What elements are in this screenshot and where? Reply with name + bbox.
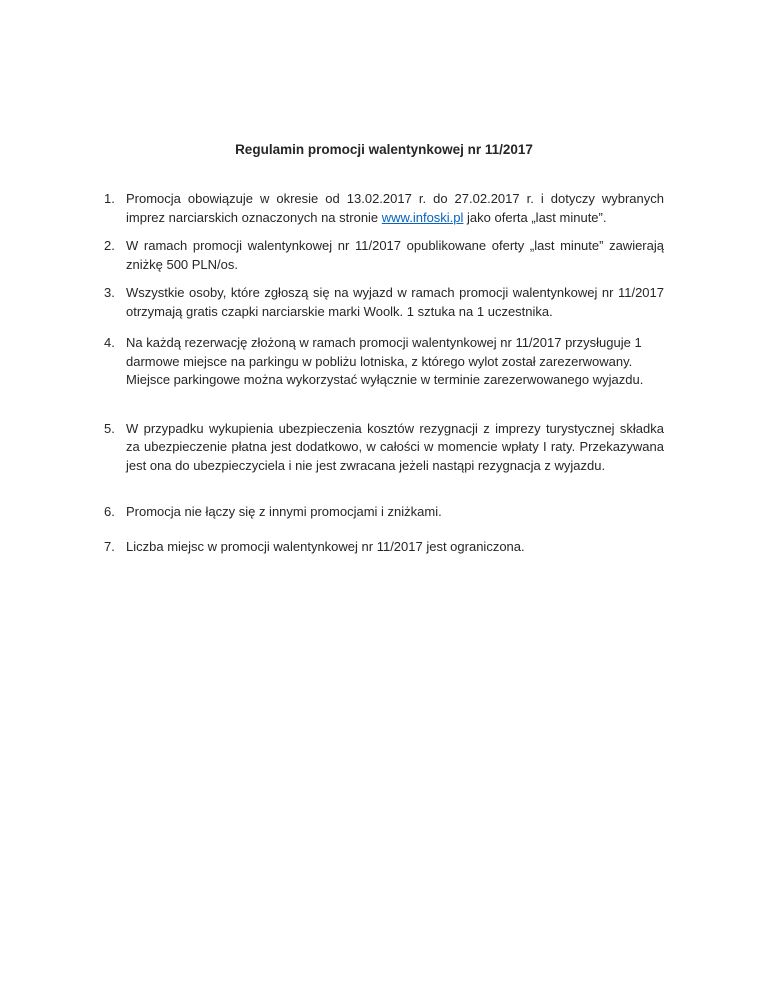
list-item-number: 2. xyxy=(104,238,115,253)
list-item-3 xyxy=(104,284,664,321)
regulations-list xyxy=(104,190,664,556)
document-title: Regulamin promocji walentynkowej nr 11/2017 xyxy=(235,142,533,157)
list-item-number: 5. xyxy=(104,420,115,436)
infoski-link[interactable]: www.infoski.pl xyxy=(381,209,464,225)
list-item-6 xyxy=(104,503,664,522)
list-item-text: Promocja nie łączy się z innymi promocjami i zniżkami. xyxy=(126,504,442,519)
list-item-text: Wszystkie osoby, które zgłoszą się na wyjazd w ramach promocji walentynkowej nr 11/2017 otrzymają gratis czapki narciarskie marki Woolk. 1 sztuka na 1 uczestnika. xyxy=(126,285,664,319)
list-item-number: 7. xyxy=(104,538,115,554)
list-item-text: Liczba miejsc w promocji walentynkowej nr 11/2017 jest ograniczona. xyxy=(126,538,525,554)
list-item-text-segment: jako oferta „last minute”. xyxy=(463,209,607,225)
list-item-text: Na każdą rezerwację złożoną w ramach promocji walentynkowej nr 11/2017 przysługuje 1 darmowe miejsce na parkingu w pobliżu lotniska, z którego wylot został zarezerwowany. Miejsce parkingowe można wykorzystać wyłącznie w terminie zarezerwowanego wyjazdu. xyxy=(126,335,644,387)
list-item-text xyxy=(126,190,664,227)
list-item-text: W ramach promocji walentynkowej nr 11/2017 opublikowane oferty „last minute” zawierają zniżkę 500 PLN/os. xyxy=(126,238,664,272)
list-item-number: 3. xyxy=(104,285,115,300)
list-item-number: 6. xyxy=(104,504,115,519)
list-item-7 xyxy=(104,538,664,557)
list-item-text: W przypadku wykupienia ubezpieczenia kosztów rezygnacji z imprezy turystycznej składka za ubezpieczenie płatna jest dodatkowo, w całości w momencie wpłaty I raty. Przekazywana jest ona do ubezpieczyciela i nie jest zwracana jeżeli nastąpi rezygnacja z wyjazdu. xyxy=(126,420,664,473)
list-item-2 xyxy=(104,237,664,274)
list-item-text-segment: Promocja obowiązuje w okresie od 13.02.2017 r. do 27.02.2017 r. i dotyczy wybranych imprez narciarskich oznaczonych na stronie xyxy=(126,191,664,225)
list-item-number: 1. xyxy=(104,191,115,206)
list-item-5 xyxy=(104,420,664,476)
list-item-4 xyxy=(104,334,664,390)
list-item-number: 4. xyxy=(104,335,115,350)
list-item-1 xyxy=(104,190,664,227)
